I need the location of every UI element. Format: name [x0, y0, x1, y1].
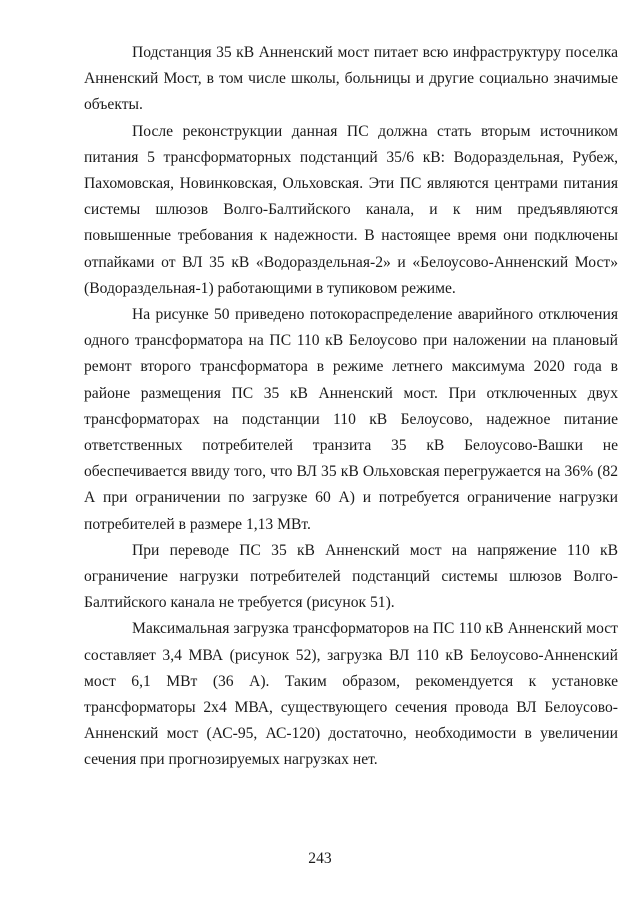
paragraph-5: Максимальная загрузка трансформаторов на ПС 110 кВ Анненский мост составляет 3,4 МВА (рисунок 52), загрузка ВЛ 110 кВ Белоусово-Анненский мост 6,1 МВт (36 А). Таким образом, рекомендуется к установке трансформаторы 2х4 МВА, существующего сечения провода ВЛ Белоусово-Анненский мост (АС-95, АС-120) достаточно, необходимости в увеличении сечения при прогнозируемых нагрузках нет.: [84, 620, 618, 769]
document-body: [84, 40, 618, 774]
paragraph-2: После реконструкции данная ПС должна стать вторым источником питания 5 трансформаторных подстанций 35/6 кВ: Водораздельная, Рубеж, Пахомовская, Новинковская, Ольховская. Эти ПС являются центрами питания системы шлюзов Волго-Балтийского канала, и к ним предъявляются повышенные требования к надежности. В настоящее время они подключены отпайками от ВЛ 35 кВ «Водораздельная-2» и «Белоусово-Анненский Мост» (Водораздельная-1) работающими в тупиковом режиме.: [84, 122, 618, 297]
page-number: 243: [308, 850, 332, 867]
paragraph-1: Подстанция 35 кВ Анненский мост питает всю инфраструктуру поселка Анненский Мост, в том числе школы, больницы и другие социально значимые объекты.: [84, 44, 618, 114]
paragraph-4: При переводе ПС 35 кВ Анненский мост на напряжение 110 кВ ограничение нагрузки потребителей подстанций системы шлюзов Волго-Балтийского канала не требуется (рисунок 51).: [84, 541, 618, 612]
paragraph-3: На рисунке 50 приведено потокораспределение аварийного отключения одного трансформатора на ПС 110 кВ Белоусово при наложении на плановый ремонт второго трансформатора в режиме летнего максимума 2020 года в районе размещения ПС 35 кВ Анненский мост. При отключенных двух трансформаторах на подстанции 110 кВ Белоусово, надежное питание ответственных потребителей транзита 35 кВ Белоусово-Вашки не обеспечивается ввиду того, что ВЛ 35 кВ Ольховская перегружается на 36% (82 А при ограничении по загрузке 60 А) и потребуется ограничение нагрузки потребителей в размере 1,13 МВт.: [84, 306, 618, 533]
